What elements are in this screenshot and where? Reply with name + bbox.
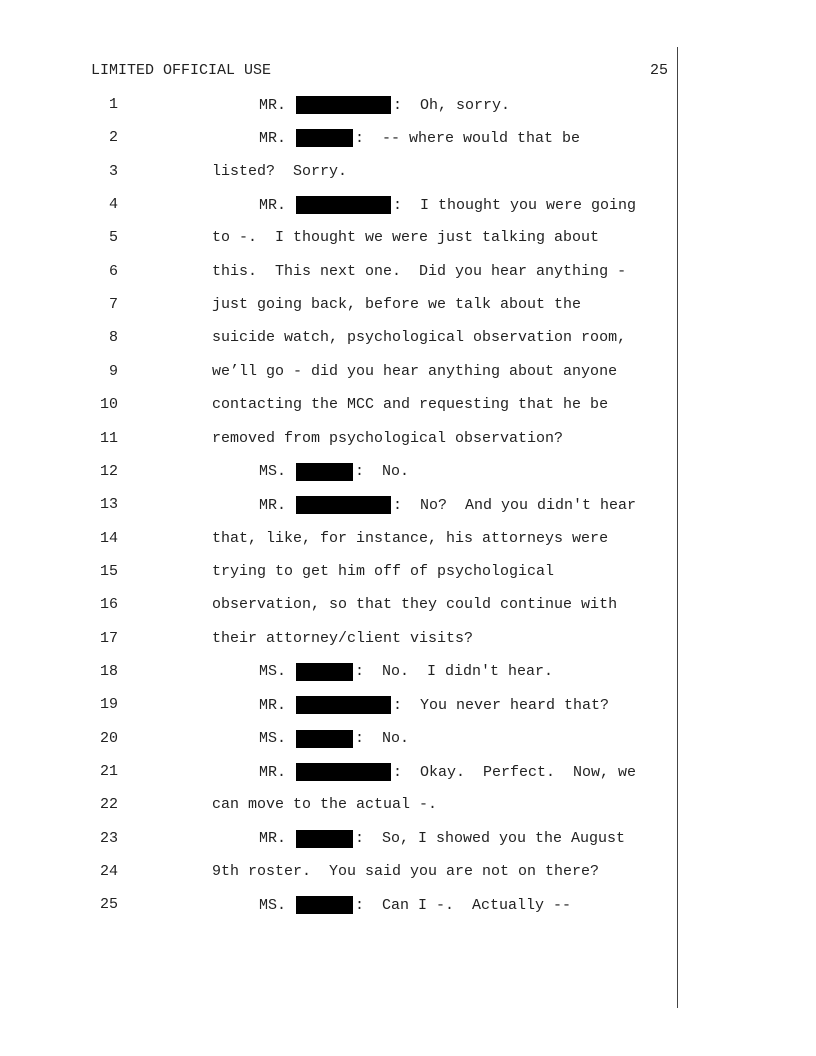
transcript-line: [0, 494, 677, 527]
line-text: [259, 763, 636, 781]
line-number: 4: [108, 196, 118, 214]
speaker-title: MS.: [259, 896, 296, 914]
transcript-line: [0, 561, 677, 594]
spoken-text: : No.: [355, 463, 410, 481]
transcript-line: [0, 761, 677, 794]
line-number: 22: [99, 796, 118, 814]
line-number: 1: [108, 96, 118, 113]
spoken-text: : Okay. Perfect. Now, we: [393, 763, 637, 781]
transcript-line: [0, 861, 677, 894]
line-number: 5: [108, 229, 118, 247]
speaker-title: MR.: [259, 129, 296, 147]
line-text: [259, 896, 571, 914]
spoken-text: : No? And you didn't hear: [393, 496, 637, 514]
line-text: [212, 263, 626, 280]
line-number: 13: [99, 496, 118, 514]
line-number: 6: [108, 262, 118, 280]
transcript-line: [0, 194, 677, 227]
line-text: [212, 363, 617, 380]
redaction-box: [296, 830, 353, 848]
transcript-line: [0, 294, 677, 327]
transcript-line: [0, 628, 677, 661]
line-text: [212, 163, 347, 180]
spoken-text: trying to get him off of psychological: [212, 562, 555, 580]
redaction-box: [296, 463, 353, 481]
spoken-text: : No. I didn't hear.: [355, 663, 554, 681]
line-text: [259, 96, 510, 114]
speaker-title: MS.: [259, 663, 296, 681]
spoken-text: : -- where would that be: [355, 129, 581, 147]
speaker-title: MR.: [259, 830, 296, 848]
line-text: [212, 396, 608, 413]
transcript-line: [0, 261, 677, 294]
line-text: [212, 596, 617, 613]
line-text: [259, 129, 580, 147]
line-text: [259, 496, 636, 514]
line-text: [212, 563, 554, 580]
transcript-line: [0, 127, 677, 160]
line-number: 19: [99, 696, 118, 714]
line-text: [212, 329, 626, 346]
redaction-box: [296, 496, 391, 514]
line-number: 20: [99, 729, 118, 747]
spoken-text: this. This next one. Did you hear anything -: [212, 262, 627, 280]
line-text: [259, 830, 625, 848]
line-number: 3: [108, 162, 118, 180]
line-text: [212, 796, 437, 813]
transcript-line: [0, 361, 677, 394]
spoken-text: 9th roster. You said you are not on there?: [212, 863, 600, 881]
redaction-box: [296, 663, 353, 681]
header-classification-label: LIMITED OFFICIAL USE: [91, 62, 272, 79]
spoken-text: : Oh, sorry.: [393, 96, 511, 114]
redaction-box: [296, 896, 353, 914]
spoken-text: listed? Sorry.: [212, 162, 348, 180]
speaker-title: MS.: [259, 463, 296, 481]
line-text: [259, 463, 409, 481]
transcript-line: [0, 828, 677, 861]
transcript-line: [0, 428, 677, 461]
line-text: [259, 196, 636, 214]
line-number: 18: [99, 662, 118, 680]
redaction-box: [296, 730, 353, 748]
line-text: [212, 530, 608, 547]
line-text: [259, 696, 609, 714]
spoken-text: that, like, for instance, his attorneys were: [212, 529, 609, 547]
transcript-line: [0, 728, 677, 761]
speaker-title: MR.: [259, 763, 296, 781]
line-text: [212, 630, 473, 647]
line-text: [212, 863, 599, 880]
spoken-text: : Can I -. Actually --: [355, 896, 572, 914]
line-number: 25: [99, 896, 118, 914]
line-number: 23: [99, 829, 118, 847]
redaction-box: [296, 129, 353, 147]
spoken-text: observation, so that they could continue with: [212, 596, 618, 614]
line-text: [259, 730, 409, 748]
transcript-line: [0, 894, 677, 927]
line-number: 15: [99, 562, 118, 580]
speaker-title: MR.: [259, 196, 296, 214]
speaker-title: MR.: [259, 696, 296, 714]
transcript-line: [0, 227, 677, 260]
transcript-line: [0, 661, 677, 694]
line-number: 8: [108, 329, 118, 347]
spoken-text: just going back, before we talk about the: [212, 296, 582, 314]
transcript-line: [0, 94, 677, 127]
transcript-line: [0, 394, 677, 427]
line-text: [212, 296, 581, 313]
line-text: [212, 229, 599, 246]
line-number: 16: [99, 596, 118, 614]
redaction-box: [296, 196, 391, 214]
spoken-text: we’ll go - did you hear anything about anyone: [212, 362, 618, 380]
spoken-text: to -. I thought we were just talking about: [212, 229, 600, 247]
transcript-line: [0, 161, 677, 194]
page-number: 25: [649, 62, 668, 79]
speaker-title: MS.: [259, 730, 296, 748]
speaker-title: MR.: [259, 96, 296, 114]
transcript-line: [0, 528, 677, 561]
spoken-text: suicide watch, psychological observation room,: [212, 329, 627, 347]
spoken-text: their attorney/client visits?: [212, 629, 474, 647]
transcript-line: [0, 327, 677, 360]
line-number: 21: [99, 763, 118, 780]
transcript-line: [0, 794, 677, 827]
spoken-text: removed from psychological observation?: [212, 429, 564, 447]
line-text: [259, 663, 553, 681]
spoken-text: : No.: [355, 730, 410, 748]
line-number: 10: [99, 396, 118, 414]
redaction-box: [296, 696, 391, 714]
speaker-title: MR.: [259, 496, 296, 514]
line-number: 11: [99, 429, 118, 447]
line-number: 2: [108, 129, 118, 147]
transcript-line: [0, 461, 677, 494]
spoken-text: : I thought you were going: [393, 196, 637, 214]
line-text: [212, 430, 563, 447]
spoken-text: : You never heard that?: [393, 696, 610, 714]
transcript-line: [0, 594, 677, 627]
spoken-text: can move to the actual -.: [212, 796, 438, 814]
redaction-box: [296, 763, 391, 781]
page-border-line: [677, 47, 678, 1008]
transcript-line: [0, 694, 677, 727]
line-number: 17: [99, 629, 118, 647]
line-number: 24: [99, 863, 118, 881]
line-number: 14: [99, 529, 118, 547]
line-number: 7: [108, 296, 118, 314]
line-number: 12: [99, 462, 118, 480]
redaction-box: [296, 96, 391, 114]
line-number: 9: [108, 362, 118, 380]
spoken-text: contacting the MCC and requesting that he be: [212, 396, 609, 414]
spoken-text: : So, I showed you the August: [355, 830, 626, 848]
